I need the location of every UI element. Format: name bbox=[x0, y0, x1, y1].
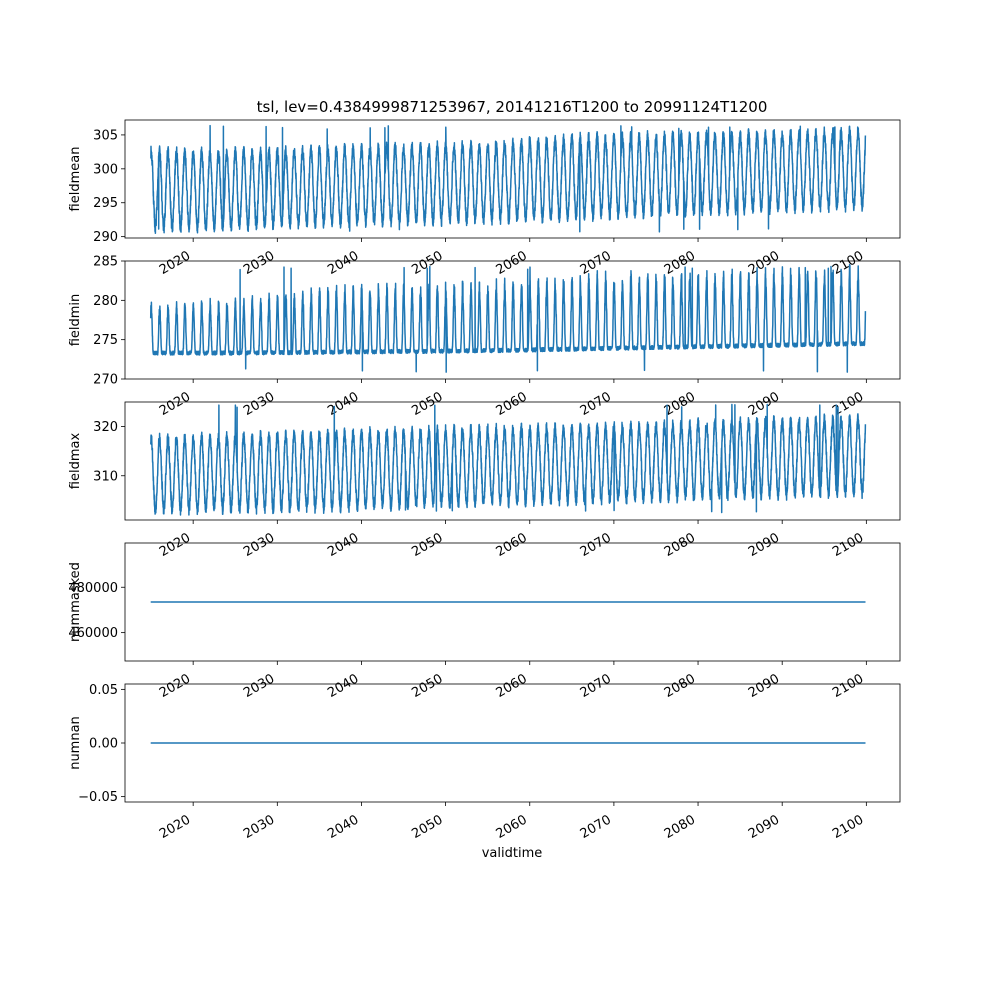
y-tick-label: 295 bbox=[93, 196, 118, 212]
subplot-fieldmean bbox=[68, 120, 900, 278]
x-tick-label: 2080 bbox=[661, 530, 699, 561]
y-tick-label: 480000 bbox=[68, 580, 118, 596]
x-tick-label: 2090 bbox=[746, 389, 783, 420]
x-tick-label: 2050 bbox=[409, 530, 446, 561]
x-tick-label: 2070 bbox=[577, 530, 614, 561]
x-tick-label: 2100 bbox=[830, 671, 867, 702]
y-tick-label: 460000 bbox=[68, 626, 118, 642]
y-tick-label: 0.00 bbox=[89, 736, 118, 752]
y-axis-label: fieldmean bbox=[68, 146, 83, 212]
x-tick-label: 2040 bbox=[325, 389, 362, 420]
x-tick-label: 2070 bbox=[577, 812, 614, 843]
y-tick-label: 280 bbox=[93, 293, 118, 309]
subplot-fieldmax bbox=[68, 402, 900, 560]
x-tick-label: 2070 bbox=[577, 248, 614, 279]
x-tick-label: 2020 bbox=[156, 671, 194, 702]
x-tick-label: 2060 bbox=[493, 671, 530, 702]
y-tick-label: 275 bbox=[93, 333, 118, 349]
x-tick-label: 2060 bbox=[493, 389, 530, 420]
x-tick-label: 2020 bbox=[156, 248, 194, 279]
y-tick-label: −0.05 bbox=[78, 790, 118, 806]
x-tick-label: 2060 bbox=[493, 812, 530, 843]
y-axis-label: numnan bbox=[68, 716, 83, 770]
y-tick-label: 320 bbox=[93, 420, 118, 436]
x-tick-label: 2030 bbox=[241, 248, 278, 279]
x-tick-label: 2100 bbox=[830, 530, 867, 561]
y-tick-label: 310 bbox=[93, 469, 118, 485]
y-tick-label: 270 bbox=[93, 372, 118, 388]
x-tick-label: 2030 bbox=[241, 812, 278, 843]
x-tick-label: 2100 bbox=[830, 248, 867, 279]
x-tick-label: 2060 bbox=[493, 248, 530, 279]
x-tick-label: 2090 bbox=[746, 812, 783, 843]
x-tick-label: 2020 bbox=[156, 530, 194, 561]
y-axis-label: nummasked bbox=[68, 562, 83, 642]
x-tick-label: 2040 bbox=[325, 530, 362, 561]
y-tick-label: 305 bbox=[93, 128, 118, 144]
x-tick-label: 2100 bbox=[830, 812, 867, 843]
x-tick-label: 2070 bbox=[577, 389, 614, 420]
figure-title: tsl, lev=0.4384999871253967, 20141216T1200 to 20991124T1200 bbox=[256, 98, 768, 116]
x-tick-label: 2050 bbox=[409, 389, 446, 420]
series-line-fieldmin bbox=[151, 265, 866, 373]
y-tick-label: 285 bbox=[93, 254, 118, 270]
x-axis-label: validtime bbox=[481, 846, 543, 861]
x-tick-label: 2030 bbox=[241, 671, 278, 702]
x-tick-label: 2040 bbox=[325, 671, 362, 702]
subplot-fieldmin bbox=[68, 255, 900, 420]
series-line-fieldmean bbox=[151, 126, 866, 234]
x-tick-label: 2100 bbox=[830, 389, 867, 420]
x-tick-label: 2070 bbox=[577, 671, 614, 702]
x-tick-label: 2090 bbox=[746, 248, 783, 279]
x-tick-label: 2050 bbox=[409, 248, 446, 279]
x-tick-label: 2040 bbox=[325, 812, 362, 843]
x-tick-label: 2050 bbox=[409, 812, 446, 843]
x-tick-label: 2040 bbox=[325, 248, 362, 279]
x-tick-label: 2060 bbox=[493, 530, 530, 561]
x-tick-label: 2030 bbox=[241, 530, 278, 561]
x-tick-label: 2030 bbox=[241, 389, 278, 420]
x-tick-label: 2080 bbox=[661, 812, 699, 843]
y-axis-label: fieldmax bbox=[68, 432, 83, 490]
x-tick-label: 2080 bbox=[661, 671, 699, 702]
x-tick-label: 2050 bbox=[409, 671, 446, 702]
x-tick-label: 2020 bbox=[156, 389, 194, 420]
subplot-numnan bbox=[68, 683, 900, 842]
y-tick-label: 300 bbox=[93, 162, 118, 178]
y-axis-label: fieldmin bbox=[68, 293, 83, 347]
x-tick-label: 2090 bbox=[746, 530, 783, 561]
subplots bbox=[68, 120, 900, 842]
y-tick-label: 0.05 bbox=[89, 682, 118, 698]
y-tick-label: 290 bbox=[93, 230, 118, 246]
x-tick-label: 2080 bbox=[661, 389, 699, 420]
x-tick-label: 2020 bbox=[156, 812, 194, 843]
subplot-nummasked bbox=[68, 543, 900, 701]
x-tick-label: 2090 bbox=[746, 671, 783, 702]
series-line-fieldmax bbox=[151, 405, 866, 516]
x-tick-label: 2080 bbox=[661, 248, 699, 279]
